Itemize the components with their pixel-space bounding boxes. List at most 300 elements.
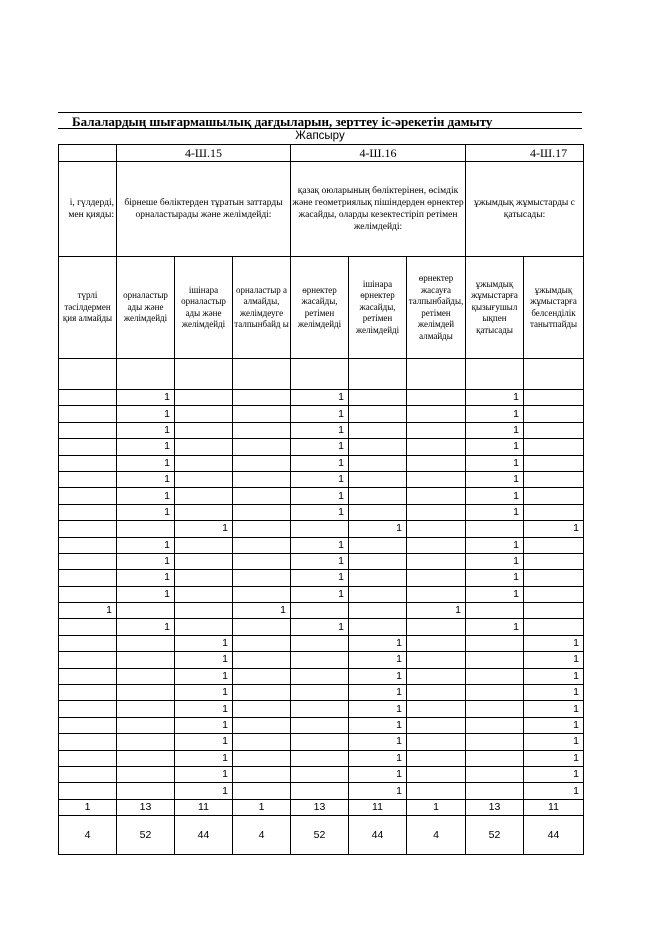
table-cell — [407, 717, 466, 733]
table-cell — [349, 570, 407, 586]
description-cell-0 — [59, 162, 117, 257]
table-cell — [59, 553, 117, 569]
code-cell-2: 4-Ш.16 — [291, 145, 466, 162]
table-cell — [233, 390, 291, 406]
table-cell: 1 — [117, 471, 175, 487]
table-cell — [59, 471, 117, 487]
table-cell — [59, 717, 117, 733]
table-cell: 1 — [291, 455, 349, 471]
table-cell — [59, 701, 117, 717]
table-cell: 1 — [466, 504, 524, 520]
table-cell — [59, 406, 117, 422]
table-cell: 1 — [291, 570, 349, 586]
table-cell: 1 — [291, 553, 349, 569]
table-cell — [175, 471, 233, 487]
table-cell: 1 — [291, 619, 349, 635]
table-cell — [59, 750, 117, 766]
table-cell — [233, 406, 291, 422]
table-cell — [291, 635, 349, 651]
table-cell: 1 — [349, 701, 407, 717]
table-cell — [524, 406, 584, 422]
data-rows — [59, 359, 584, 800]
percent-cell: 52 — [291, 815, 349, 854]
table-cell — [291, 521, 349, 537]
table-cell — [349, 488, 407, 504]
total-cell: 11 — [524, 799, 584, 815]
table-cell: 1 — [175, 685, 233, 701]
table-cell — [524, 390, 584, 406]
table-cell — [524, 359, 584, 390]
table-cell: 1 — [291, 537, 349, 553]
subheader-cell: ұжымдық жұмыстарға белсенділік танытпайды — [524, 257, 584, 359]
table-cell — [175, 390, 233, 406]
table-cell: 1 — [175, 635, 233, 651]
table-row — [59, 390, 584, 406]
table-cell: 1 — [524, 783, 584, 799]
table-cell: 1 — [175, 750, 233, 766]
table-cell — [59, 783, 117, 799]
subheader-row — [59, 257, 584, 359]
table-cell — [524, 439, 584, 455]
table-cell — [524, 619, 584, 635]
table-cell — [117, 766, 175, 782]
table-cell — [233, 783, 291, 799]
subheader-cell: ұжымдық жұмыстарға қызығушыл ықпен қатысады — [466, 257, 524, 359]
table-row — [59, 750, 584, 766]
table-cell: 1 — [524, 635, 584, 651]
subheader-cell: өрнектер жасайды, ретімен желімдейді — [291, 257, 349, 359]
table-row — [59, 406, 584, 422]
table-row — [59, 570, 584, 586]
table-cell — [291, 652, 349, 668]
table-cell: 1 — [466, 439, 524, 455]
table-cell: 1 — [291, 471, 349, 487]
table-cell: 1 — [466, 455, 524, 471]
table-cell — [175, 603, 233, 619]
table-cell — [233, 471, 291, 487]
table-cell: 1 — [349, 783, 407, 799]
table-cell — [349, 504, 407, 520]
table-cell: 1 — [175, 701, 233, 717]
table-cell — [175, 619, 233, 635]
table-cell — [233, 668, 291, 684]
table-cell: 1 — [466, 537, 524, 553]
table-cell — [117, 701, 175, 717]
table-cell — [59, 766, 117, 782]
subheader-cell: өрнектер жасауға талпынбайды, ретімен желімдей алмайды — [407, 257, 466, 359]
table-row — [59, 635, 584, 651]
total-cell: 1 — [59, 799, 117, 815]
table-cell: 1 — [175, 766, 233, 782]
table-cell: 1 — [291, 504, 349, 520]
percent-cell: 44 — [175, 815, 233, 854]
table-cell — [175, 455, 233, 471]
subheader-cell: ішінара орналастыр ады және желімдейді — [175, 257, 233, 359]
table-cell: 1 — [117, 439, 175, 455]
table-cell — [117, 783, 175, 799]
table-cell — [117, 603, 175, 619]
table-cell — [59, 422, 117, 438]
table-cell — [466, 685, 524, 701]
table-row — [59, 701, 584, 717]
table-cell — [524, 570, 584, 586]
table-cell — [233, 717, 291, 733]
table-cell — [466, 734, 524, 750]
table-cell — [175, 537, 233, 553]
table-cell — [291, 717, 349, 733]
table-cell: 1 — [466, 553, 524, 569]
table-cell: 1 — [175, 783, 233, 799]
table-cell: 1 — [466, 406, 524, 422]
table-cell — [407, 635, 466, 651]
table-cell — [233, 619, 291, 635]
table-cell — [59, 521, 117, 537]
percent-row — [59, 815, 584, 854]
subheader-cell: түрлі тәсілдермен қия алмайды — [59, 257, 117, 359]
table-cell — [233, 750, 291, 766]
table-cell — [466, 766, 524, 782]
table-cell — [407, 586, 466, 602]
table-row — [59, 734, 584, 750]
table-cell — [407, 537, 466, 553]
percent-cell: 44 — [349, 815, 407, 854]
table-cell — [466, 750, 524, 766]
table-cell: 1 — [349, 717, 407, 733]
table-cell — [407, 570, 466, 586]
total-cell: 1 — [233, 799, 291, 815]
table-cell — [407, 701, 466, 717]
table-cell — [233, 570, 291, 586]
table-cell — [291, 783, 349, 799]
table-cell: 1 — [407, 603, 466, 619]
table-row — [59, 504, 584, 520]
code-cell-1: 4-Ш.15 — [117, 145, 291, 162]
table-cell — [349, 390, 407, 406]
table-cell — [59, 390, 117, 406]
table-cell — [233, 422, 291, 438]
table-cell — [233, 504, 291, 520]
table-cell — [524, 586, 584, 602]
table-cell: 1 — [524, 766, 584, 782]
table-cell — [233, 537, 291, 553]
table-cell — [407, 783, 466, 799]
table-row — [59, 619, 584, 635]
percent-cell: 4 — [59, 815, 117, 854]
table-cell — [175, 439, 233, 455]
table-cell — [349, 553, 407, 569]
table-cell — [59, 439, 117, 455]
total-cell: 11 — [349, 799, 407, 815]
table-cell — [407, 553, 466, 569]
table-cell: 1 — [291, 422, 349, 438]
table-cell — [407, 406, 466, 422]
table-cell — [466, 359, 524, 390]
table-cell — [524, 504, 584, 520]
table-cell: 1 — [466, 570, 524, 586]
table-cell: 1 — [117, 422, 175, 438]
table-cell — [233, 701, 291, 717]
table-cell — [59, 635, 117, 651]
table-cell — [466, 521, 524, 537]
table-cell: 1 — [524, 668, 584, 684]
table-cell: 1 — [117, 619, 175, 635]
description-text-3: ұжымдық жұмыстарды с қатысады: — [474, 198, 575, 220]
table-cell: 1 — [349, 668, 407, 684]
table-cell — [291, 603, 349, 619]
table-cell — [175, 553, 233, 569]
table-cell — [466, 603, 524, 619]
table-cell: 1 — [117, 406, 175, 422]
table-cell — [407, 455, 466, 471]
table-cell — [349, 603, 407, 619]
table-cell — [466, 717, 524, 733]
table-cell: 1 — [466, 586, 524, 602]
table-cell — [407, 359, 466, 390]
table-cell — [349, 359, 407, 390]
table-cell — [117, 521, 175, 537]
table-cell — [349, 537, 407, 553]
table-cell — [407, 439, 466, 455]
table-cell: 1 — [117, 488, 175, 504]
percent-cell: 4 — [407, 815, 466, 854]
table-cell: 1 — [524, 521, 584, 537]
table-cell — [175, 406, 233, 422]
table-cell: 1 — [291, 488, 349, 504]
description-text-0: і, гүлдерді, мен қияды: — [68, 198, 114, 220]
table-cell — [349, 422, 407, 438]
table-cell — [524, 455, 584, 471]
table-cell — [349, 455, 407, 471]
percent-cell: 52 — [466, 815, 524, 854]
percent-cell: 44 — [524, 815, 584, 854]
description-cell-2: қазақ оюларының бөліктерінен, өсімдік және геометриялық пішіндерден өрнектер жасайды, оларды кезектестіріп ретімен желімдейді: — [291, 162, 466, 257]
table-cell: 1 — [524, 750, 584, 766]
table-cell: 1 — [524, 717, 584, 733]
table-cell — [407, 390, 466, 406]
percent-cell: 52 — [117, 815, 175, 854]
table-row — [59, 455, 584, 471]
table-cell — [233, 488, 291, 504]
subheader-cell: ішінара өрнектер жасайды, ретімен желімдейді — [349, 257, 407, 359]
table-cell — [407, 766, 466, 782]
table-cell: 1 — [524, 734, 584, 750]
table-cell — [59, 570, 117, 586]
table-cell — [233, 359, 291, 390]
table-cell: 1 — [349, 734, 407, 750]
table-cell — [59, 619, 117, 635]
table-cell: 1 — [349, 652, 407, 668]
table-cell — [175, 504, 233, 520]
table-row — [59, 439, 584, 455]
table-cell — [117, 635, 175, 651]
code-cell-0 — [59, 145, 117, 162]
table-cell — [175, 359, 233, 390]
table-cell — [175, 570, 233, 586]
total-cell: 13 — [466, 799, 524, 815]
table-cell — [59, 668, 117, 684]
table-cell — [291, 750, 349, 766]
total-cell: 11 — [175, 799, 233, 815]
table-cell — [233, 766, 291, 782]
table-cell: 1 — [117, 455, 175, 471]
table-cell — [233, 586, 291, 602]
table-cell: 1 — [349, 750, 407, 766]
totals-row — [59, 799, 584, 815]
total-cell: 13 — [117, 799, 175, 815]
table-cell — [117, 668, 175, 684]
table-cell — [117, 734, 175, 750]
table-row — [59, 783, 584, 799]
table-cell: 1 — [117, 504, 175, 520]
table-cell — [349, 406, 407, 422]
assessment-table — [58, 144, 584, 855]
table-cell: 1 — [466, 619, 524, 635]
table-cell — [233, 685, 291, 701]
table-cell — [466, 635, 524, 651]
table-cell — [117, 717, 175, 733]
table-cell: 1 — [466, 471, 524, 487]
table-cell: 1 — [524, 701, 584, 717]
table-cell — [466, 701, 524, 717]
page-title: Балалардың шығармашылық дағдыларын, зерттеу іс-әрекетін дамыту — [58, 112, 582, 129]
table-cell — [524, 488, 584, 504]
table-cell: 1 — [59, 603, 117, 619]
table-cell — [117, 652, 175, 668]
subheader-cell: орналастыр ады және желімдейді — [117, 257, 175, 359]
subheader-cell: орналастыр а алмайды, желімдеуге талпынбайд ы — [233, 257, 291, 359]
table-cell: 1 — [466, 390, 524, 406]
description-cell-3 — [466, 162, 584, 257]
table-cell — [407, 471, 466, 487]
table-row — [59, 652, 584, 668]
table-cell — [175, 488, 233, 504]
table-row — [59, 668, 584, 684]
table-row — [59, 471, 584, 487]
table-cell: 1 — [175, 521, 233, 537]
table-cell — [466, 783, 524, 799]
table-row — [59, 359, 584, 390]
table-cell — [291, 701, 349, 717]
table-cell — [349, 471, 407, 487]
code-row — [59, 145, 584, 162]
table-cell — [175, 586, 233, 602]
table-cell — [407, 668, 466, 684]
table-cell — [59, 455, 117, 471]
table-cell: 1 — [291, 439, 349, 455]
table-row — [59, 488, 584, 504]
table-cell — [59, 734, 117, 750]
table-cell — [59, 586, 117, 602]
table-cell — [59, 488, 117, 504]
table-row — [59, 537, 584, 553]
table-row — [59, 586, 584, 602]
table-cell: 1 — [291, 586, 349, 602]
table-cell: 1 — [291, 390, 349, 406]
table-cell — [117, 359, 175, 390]
table-cell — [59, 537, 117, 553]
table-cell — [59, 685, 117, 701]
table-cell: 1 — [233, 603, 291, 619]
table-cell — [233, 734, 291, 750]
table-cell: 1 — [117, 586, 175, 602]
table-cell — [466, 668, 524, 684]
table-cell — [233, 455, 291, 471]
table-cell — [117, 750, 175, 766]
table-cell: 1 — [175, 717, 233, 733]
table-row — [59, 603, 584, 619]
table-cell: 1 — [291, 406, 349, 422]
table-cell: 1 — [349, 521, 407, 537]
table-cell: 1 — [524, 652, 584, 668]
table-cell — [175, 422, 233, 438]
table-cell: 1 — [524, 685, 584, 701]
table-cell — [407, 652, 466, 668]
table-cell — [524, 603, 584, 619]
table-cell — [291, 685, 349, 701]
table-row — [59, 422, 584, 438]
table-cell — [233, 635, 291, 651]
total-cell: 13 — [291, 799, 349, 815]
table-cell — [349, 619, 407, 635]
table-cell: 1 — [117, 553, 175, 569]
table-cell — [291, 766, 349, 782]
description-cell-1: бірнеше бөліктерден тұратын заттарды орналастырады және желімдейді: — [117, 162, 291, 257]
table-cell — [59, 652, 117, 668]
table-row — [59, 553, 584, 569]
table-row — [59, 766, 584, 782]
table-cell — [233, 439, 291, 455]
table-cell — [233, 652, 291, 668]
table-cell: 1 — [349, 685, 407, 701]
table-cell — [524, 422, 584, 438]
table-cell: 1 — [117, 570, 175, 586]
code-cell-3: 4-Ш.17 — [466, 145, 584, 162]
table-cell — [291, 668, 349, 684]
table-cell — [349, 586, 407, 602]
table-cell — [466, 652, 524, 668]
table-cell — [407, 750, 466, 766]
table-cell — [407, 734, 466, 750]
table-cell — [117, 685, 175, 701]
table-cell: 1 — [349, 766, 407, 782]
section-subtitle: Жапсыру — [58, 129, 582, 145]
table-cell — [407, 521, 466, 537]
table-cell: 1 — [117, 390, 175, 406]
table-cell — [349, 439, 407, 455]
table-cell — [233, 553, 291, 569]
table-cell — [233, 521, 291, 537]
table-cell: 1 — [117, 537, 175, 553]
table-cell — [59, 359, 117, 390]
table-cell — [407, 619, 466, 635]
table-cell — [407, 422, 466, 438]
table-row — [59, 521, 584, 537]
table-cell — [291, 734, 349, 750]
table-cell: 1 — [466, 422, 524, 438]
table-row — [59, 717, 584, 733]
table-cell — [59, 504, 117, 520]
table-cell: 1 — [175, 734, 233, 750]
description-row — [59, 162, 584, 257]
table-cell: 1 — [175, 652, 233, 668]
table-cell — [291, 359, 349, 390]
table-cell: 1 — [466, 488, 524, 504]
table-cell: 1 — [349, 635, 407, 651]
table-cell: 1 — [175, 668, 233, 684]
table-cell — [407, 685, 466, 701]
table-cell — [524, 553, 584, 569]
table-cell — [524, 537, 584, 553]
